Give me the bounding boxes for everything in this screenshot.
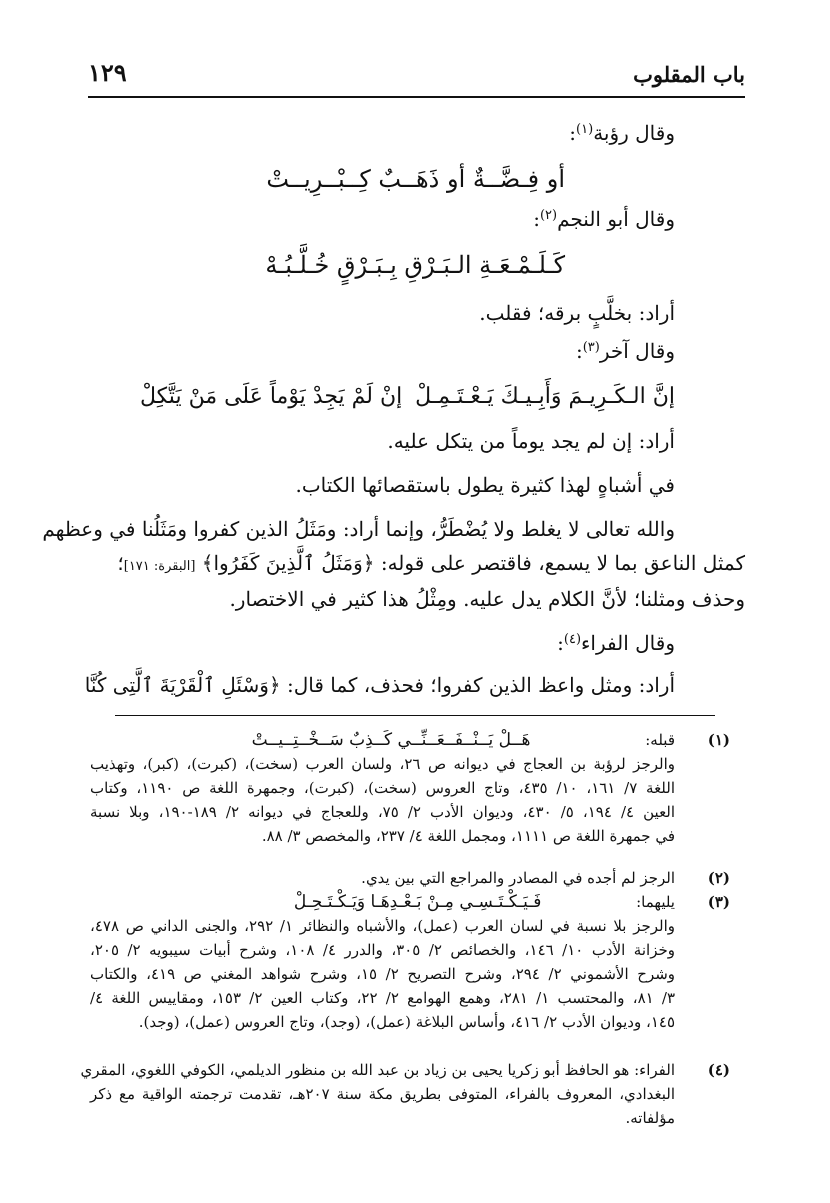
verse-2: كَـلَـمْـعَـةِ الـبَـرْقِ بِـبَـرْقٍ خُـلَّـبُـهْ — [265, 251, 565, 279]
page-number: ١٢٩ — [88, 58, 127, 87]
quran-citation: [البقرة: ١٧١] — [123, 559, 196, 574]
text-line-2: وقال أبو النجم$^{(٢)}$: — [533, 207, 675, 231]
footnote-ref-2[interactable]: (٢) — [539, 208, 558, 223]
footnote-3: (٣) يليهما: فَـيَـكْـتَـسِـي مِـنْ بَـعْـدِهَـا وَيَـكْـتَـحِـلْ والرجز بلا نسبة في لسان العرب (عمل)، والأشباه والنظائر ١/ ٢٩٢، والجنى الداني ص ٤٧٨، وخزانة الأدب ١٠/ ١٤٦، والخصائص ٢/ ٣٠٥، والدرر ٤/ ١٠٨، وشرح أبيات سيبويه ٢/ ٢٠٥، وشرح الأشموني ٢/ ٢٩٤، وشرح التصريح ٢/ ١٥، وشرح شواهد المغني ص ٤١٩، والكتاب ٣/ ٨١، والمحتسب ١/ ٢٨١، وهمع الهوامع ٢/ ٢٢، وكتاب العين ٢/ ١٥٣، ومقاييس اللغة ٤/ ١٤٥، وديوان الأدب ٢/ ٤١٦، وأساس البلاغة (عمل)، (وجد)، وتاج العروس (عمل)، (وجد). — [90, 892, 730, 1031]
chapter-title: باب المقلوب — [633, 62, 745, 87]
text-line-7: والله تعالى لا يغلط ولا يُضْطَرُّ، وإنما أراد: ومَثَلُ الذين كفروا ومَثَلُنا في وعظهم — [42, 517, 675, 541]
text-line-3: أراد: بخلَّبٍ برقه؛ فقلب. — [479, 301, 675, 325]
footnote-3-number: (٣) — [707, 893, 730, 911]
footnote-3-verse: فَـيَـكْـتَـسِـي مِـنْ بَـعْـدِهَـا وَيَـكْـتَـحِـلْ — [293, 892, 542, 912]
footnote-ref-1[interactable]: (١) — [576, 122, 594, 137]
verse-3-second-hemistich: إنْ لَمْ يَجِدْ يَوْماً عَلَى مَنْ يَتَّكِلْ — [140, 384, 403, 409]
footnote-2: (٢) الرجز لم أجده في المصادر والمراجع التي بين يدي. — [90, 866, 730, 890]
text-line-10: وقال الفراء$^{(٤)}$: — [557, 631, 675, 655]
footnote-1: (١) قبله: هَــلْ يَــنْــفَــعَــنِّــي كَــذِبٌ سَــخْــتِــيــتْ والرجز لرؤبة بن العجاج في ديوانه ص ٢٦، ولسان العرب (سخت)، (كبرت)، (كبر)، وتهذيب اللغة ٧/ ١٦١، ١٠/ ٤٣٥، وتاج العروس (سخت)، (كبرت)، وجمهرة اللغة ص ١١٩٠، وكتاب العين ٤/ ١٩٤، ٥/ ٤٣٠، وديوان الأدب ٢/ ٧٥، وللعجاج في ديوانه ٢/ ١٨٩-١٩٠، وبلا نسبة في جمهرة اللغة ص ١١١١، ومجمل اللغة ٤/ ٢٣٧، والمخصص ٣/ ٨٨. — [90, 730, 730, 845]
footnote-separator — [115, 715, 715, 716]
footnote-1-verse: هَــلْ يَــنْــفَــعَــنِّــي كَــذِبٌ سَــخْــتِــيــتْ — [251, 730, 531, 750]
footnote-ref-3[interactable]: (٣) — [582, 340, 600, 355]
footnote-ref-4[interactable]: (٤) — [563, 632, 582, 647]
text-line-8: كمثل الناعق بما لا يسمع، فاقتصر على قوله: ﴿وَمَثَلُ ٱلَّذِينَ كَفَرُوا﴾ [البقرة: ١٧١]؛ — [117, 551, 745, 575]
text-line-9: وحذف ومثلنا؛ لأنَّ الكلام يدل عليه. ومِثْلُ هذا كثير في الاختصار. — [229, 587, 745, 611]
footnote-1-number: (١) — [707, 731, 730, 749]
text-line-6: في أشباهٍ لهذا كثيرة يطول باستقصائها الكتاب. — [295, 473, 675, 497]
footnote-4: (٤) الفراء: هو الحافظ أبو زكريا يحيى بن زياد بن عبد الله بن منظور الديلمي، الكوفي اللغوي، المقري البغدادي، المعروف بالفراء، المتوفى بطريق مكة سنة ٢٠٧هـ، تقدمت ترجمته الواقية مع ذكر مؤلفاته. — [90, 1058, 730, 1130]
verse-1: أو فِـضَّــةٌ أو ذَهَــبٌ كِــبْــرِيــتْ — [266, 165, 565, 193]
verse-3-first-hemistich: إنَّ الـكَـرِيـمَ وَأَبِـيـكَ يَـعْـتَـمِـلْ — [415, 384, 675, 409]
running-header — [88, 58, 745, 98]
footnote-2-number: (٢) — [707, 869, 730, 887]
footnote-4-number: (٤) — [707, 1061, 730, 1079]
text-line-5: أراد: إن لم يجد يوماً من يتكل عليه. — [387, 429, 675, 453]
text-line-11: أراد: ومثل واعظ الذين كفروا؛ فحذف، كما قال: ﴿وَسْئَلِ ٱلْقَرْيَةَ ٱلَّتِى كُنَّا — [84, 673, 675, 697]
text-line-1: وقال رؤبة$^{(١)}$: — [569, 121, 675, 145]
text-line-4: وقال آخر$^{(٣)}$: — [575, 339, 675, 363]
